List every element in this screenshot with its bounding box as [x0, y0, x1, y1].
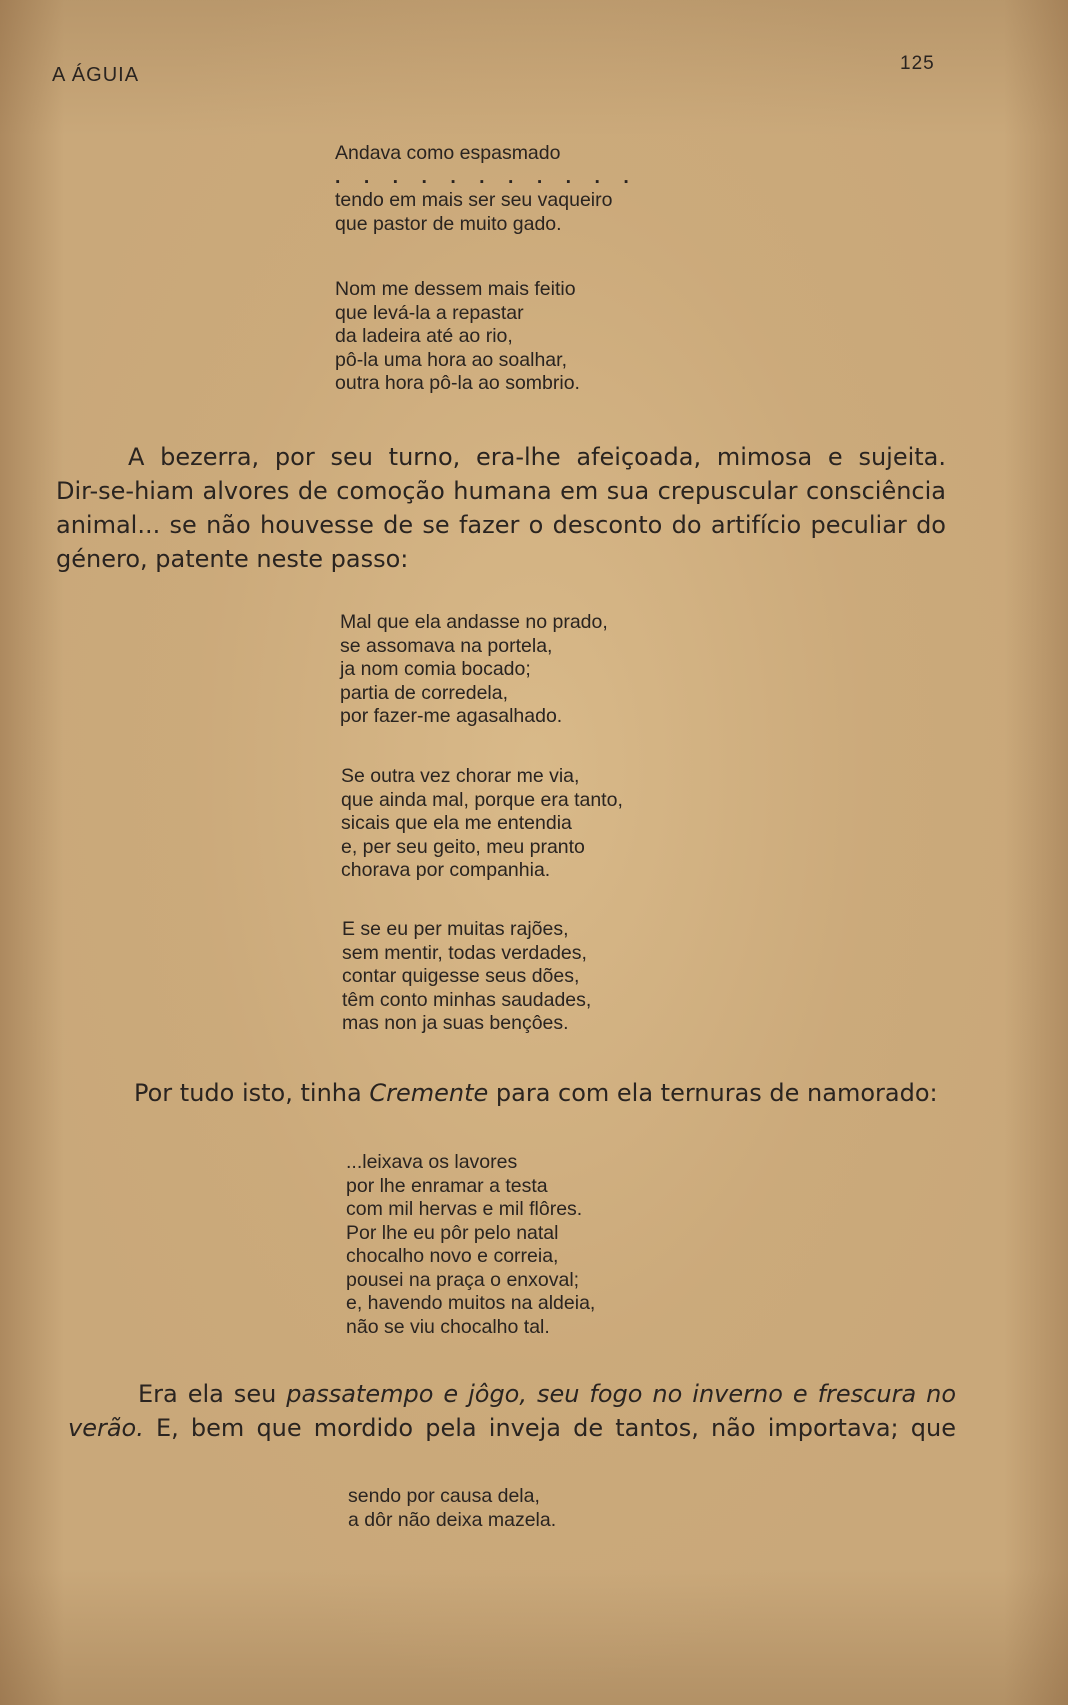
italic-text: passatempo e jôgo, seu fogo no inverno e frescura no: [286, 1380, 957, 1408]
verse-line: por lhe enramar a testa: [346, 1174, 548, 1197]
running-title: A ÁGUIA: [52, 64, 140, 86]
verse-line: sendo por causa dela,: [348, 1485, 540, 1507]
verse-line: ...leixava os lavores: [346, 1151, 518, 1173]
verse-line: Por lhe eu pôr pelo natal: [346, 1221, 559, 1244]
verse-line: chorava por companhia.: [341, 859, 551, 881]
verse-line: por fazer-me agasalhado.: [340, 705, 563, 727]
verse-line: partia de corredela,: [340, 681, 509, 704]
verse-line: que ainda mal, porque era tanto,: [341, 788, 623, 811]
verse-line: e, per seu geito, meu pranto: [341, 835, 585, 858]
prose-line: [68, 1411, 956, 1445]
prose-paragraph-1: [56, 440, 946, 576]
prose-line: animal... se não houvesse de se fazer o desconto do artifício peculiar do: [56, 511, 946, 539]
prose-line: [134, 1076, 949, 1110]
verse-line: sicais que ela me entendia: [341, 812, 572, 834]
verse-line: com mil hervas e mil flôres.: [346, 1198, 583, 1220]
prose-text: E, bem que mordido pela inveja de tantos, não importava; que: [143, 1414, 956, 1442]
prose-line: A bezerra, por seu turno, era-lhe afeiçoada, mimosa e sujeita.: [128, 443, 946, 471]
verse-line: sem mentir, todas verdades,: [342, 941, 587, 964]
verse-line: contar quigesse seus dões,: [342, 965, 580, 987]
verse-line: tendo em mais ser seu vaqueiro: [335, 189, 613, 211]
verse-line: Nom me dessem mais feitio: [335, 278, 576, 300]
prose-paragraph-2: [134, 1076, 949, 1110]
verse-line: não se viu chocalho tal.: [346, 1315, 550, 1338]
verse-line: e, havendo muitos na aldeia,: [346, 1292, 596, 1314]
italic-name: Cremente: [369, 1079, 489, 1107]
verse-stanza-4: [341, 765, 623, 883]
verse-line: têm conto minhas saudades,: [342, 988, 592, 1011]
verse-stanza-2: [335, 278, 580, 396]
verse-line: chocalho novo e correia,: [346, 1245, 559, 1267]
prose-line: [68, 1377, 956, 1411]
verse-line: pô-la uma hora ao soalhar,: [335, 348, 567, 371]
verse-stanza-6: [346, 1151, 595, 1339]
verse-line: E se eu per muitas rajões,: [342, 918, 569, 940]
verse-line: da ladeira até ao rio,: [335, 325, 513, 347]
prose-text: Era ela seu: [138, 1380, 287, 1408]
verse-line: mas non ja suas bençôes.: [342, 1012, 569, 1034]
verse-line: que pastor de muito gado.: [335, 212, 562, 235]
verse-line: se assomava na portela,: [340, 634, 553, 657]
verse-line: Mal que ela andasse no prado,: [340, 611, 608, 633]
verse-line: ja nom comia bocado;: [340, 658, 531, 680]
verse-line: pousei na praça o enxoval;: [346, 1268, 580, 1291]
prose-line: Dir-se-hiam alvores de comoção humana em sua crepuscular consciência: [56, 477, 946, 505]
ellipsis-dots: . . . . . . . . . . .: [335, 165, 638, 188]
verse-line: Se outra vez chorar me via,: [341, 765, 580, 787]
verse-stanza-7: [348, 1485, 556, 1532]
verse-line: a dôr não deixa mazela.: [348, 1508, 557, 1531]
verse-stanza-1: [335, 142, 638, 236]
prose-text: Por tudo isto, tinha: [134, 1079, 370, 1107]
prose-text: para com ela ternuras de namorado:: [488, 1079, 938, 1107]
verse-stanza-3: [340, 611, 608, 729]
prose-line: género, patente neste passo:: [56, 545, 409, 573]
verse-line: Andava como espasmado: [335, 142, 561, 164]
italic-text: verão.: [68, 1414, 144, 1442]
verse-line: que levá-la a repastar: [335, 301, 524, 324]
page-number: 125: [900, 53, 935, 74]
prose-paragraph-3: [68, 1377, 956, 1445]
verse-stanza-5: [342, 918, 591, 1036]
verse-line: outra hora pô-la ao sombrio.: [335, 372, 580, 394]
